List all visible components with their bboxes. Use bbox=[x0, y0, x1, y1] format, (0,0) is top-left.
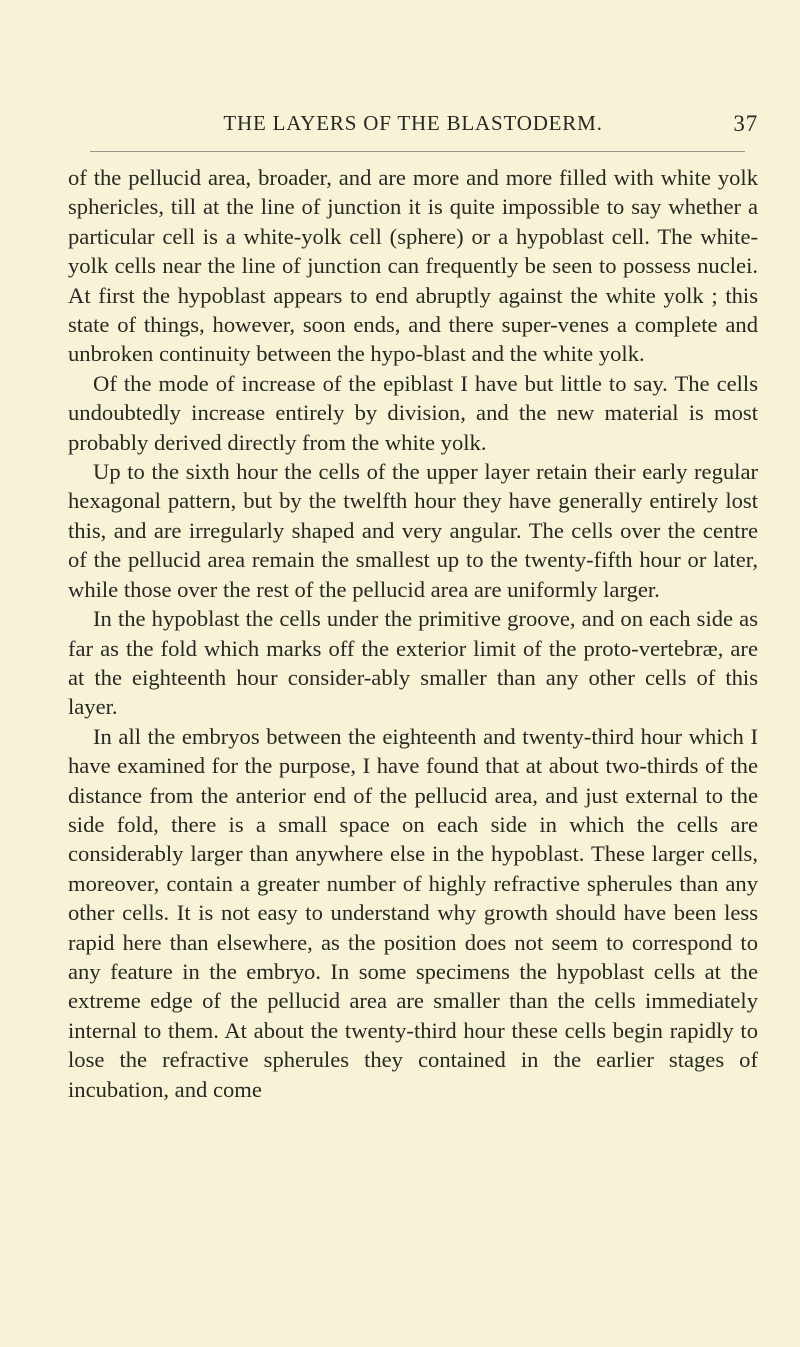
page-number: 37 bbox=[733, 111, 758, 136]
book-page bbox=[68, 0, 758, 1347]
paragraph: In all the embryos between the eighteenth and twenty-third hour which I have examined for the purpose, I have found that at about two-thirds of the distance from the anterior end of the pellucid area, and just external to the side fold, there is a small space on each side in which the cells are considerably larger than anywhere else in the hypoblast. These larger cells, moreover, contain a greater number of highly refractive spherules than any other cells. It is not easy to understand why growth should have been less rapid here than elsewhere, as the position does not seem to correspond to any feature in the embryo. In some specimens the hypoblast cells at the extreme edge of the pellucid area are smaller than the cells immediately internal to them. At about the twenty-third hour these cells begin rapidly to lose the refractive spherules they contained in the earlier stages of incubation, and come bbox=[68, 723, 758, 1102]
paragraph: Of the mode of increase of the epiblast I have but little to say. The cells undoubtedly increase entirely by division, and the new material is most probably derived directly from the white yolk. bbox=[68, 370, 758, 455]
header-rule bbox=[90, 151, 745, 152]
paragraph: In the hypoblast the cells under the primitive groove, and on each side as far as the fold which marks off the exterior limit of the proto-vertebræ, are at the eighteenth hour consider-ably smaller than any other cells of this layer. bbox=[68, 606, 758, 720]
page-header bbox=[68, 111, 758, 147]
paragraph: of the pellucid area, broader, and are more and more filled with white yolk sphericles, till at the line of junction it is quite impossible to say whether a particular cell is a white-yolk cell (sphere) or a hypoblast cell. The white-yolk cells near the line of junction can frequently be seen to possess nuclei. At first the hypoblast appears to end abruptly against the white yolk ; this state of things, however, soon ends, and there super-venes a complete and unbroken continuity between the hypo-blast and the white yolk. bbox=[68, 165, 758, 367]
body-text bbox=[68, 163, 758, 1104]
paragraph: Up to the sixth hour the cells of the upper layer retain their early regular hexagonal pattern, but by the twelfth hour they have generally entirely lost this, and are irregularly shaped and very angular. The cells over the centre of the pellucid area remain the smallest up to the twenty-fifth hour or later, while those over the rest of the pellucid area are uniformly larger. bbox=[68, 459, 758, 602]
running-head: THE LAYERS OF THE BLASTODERM. bbox=[223, 111, 603, 135]
